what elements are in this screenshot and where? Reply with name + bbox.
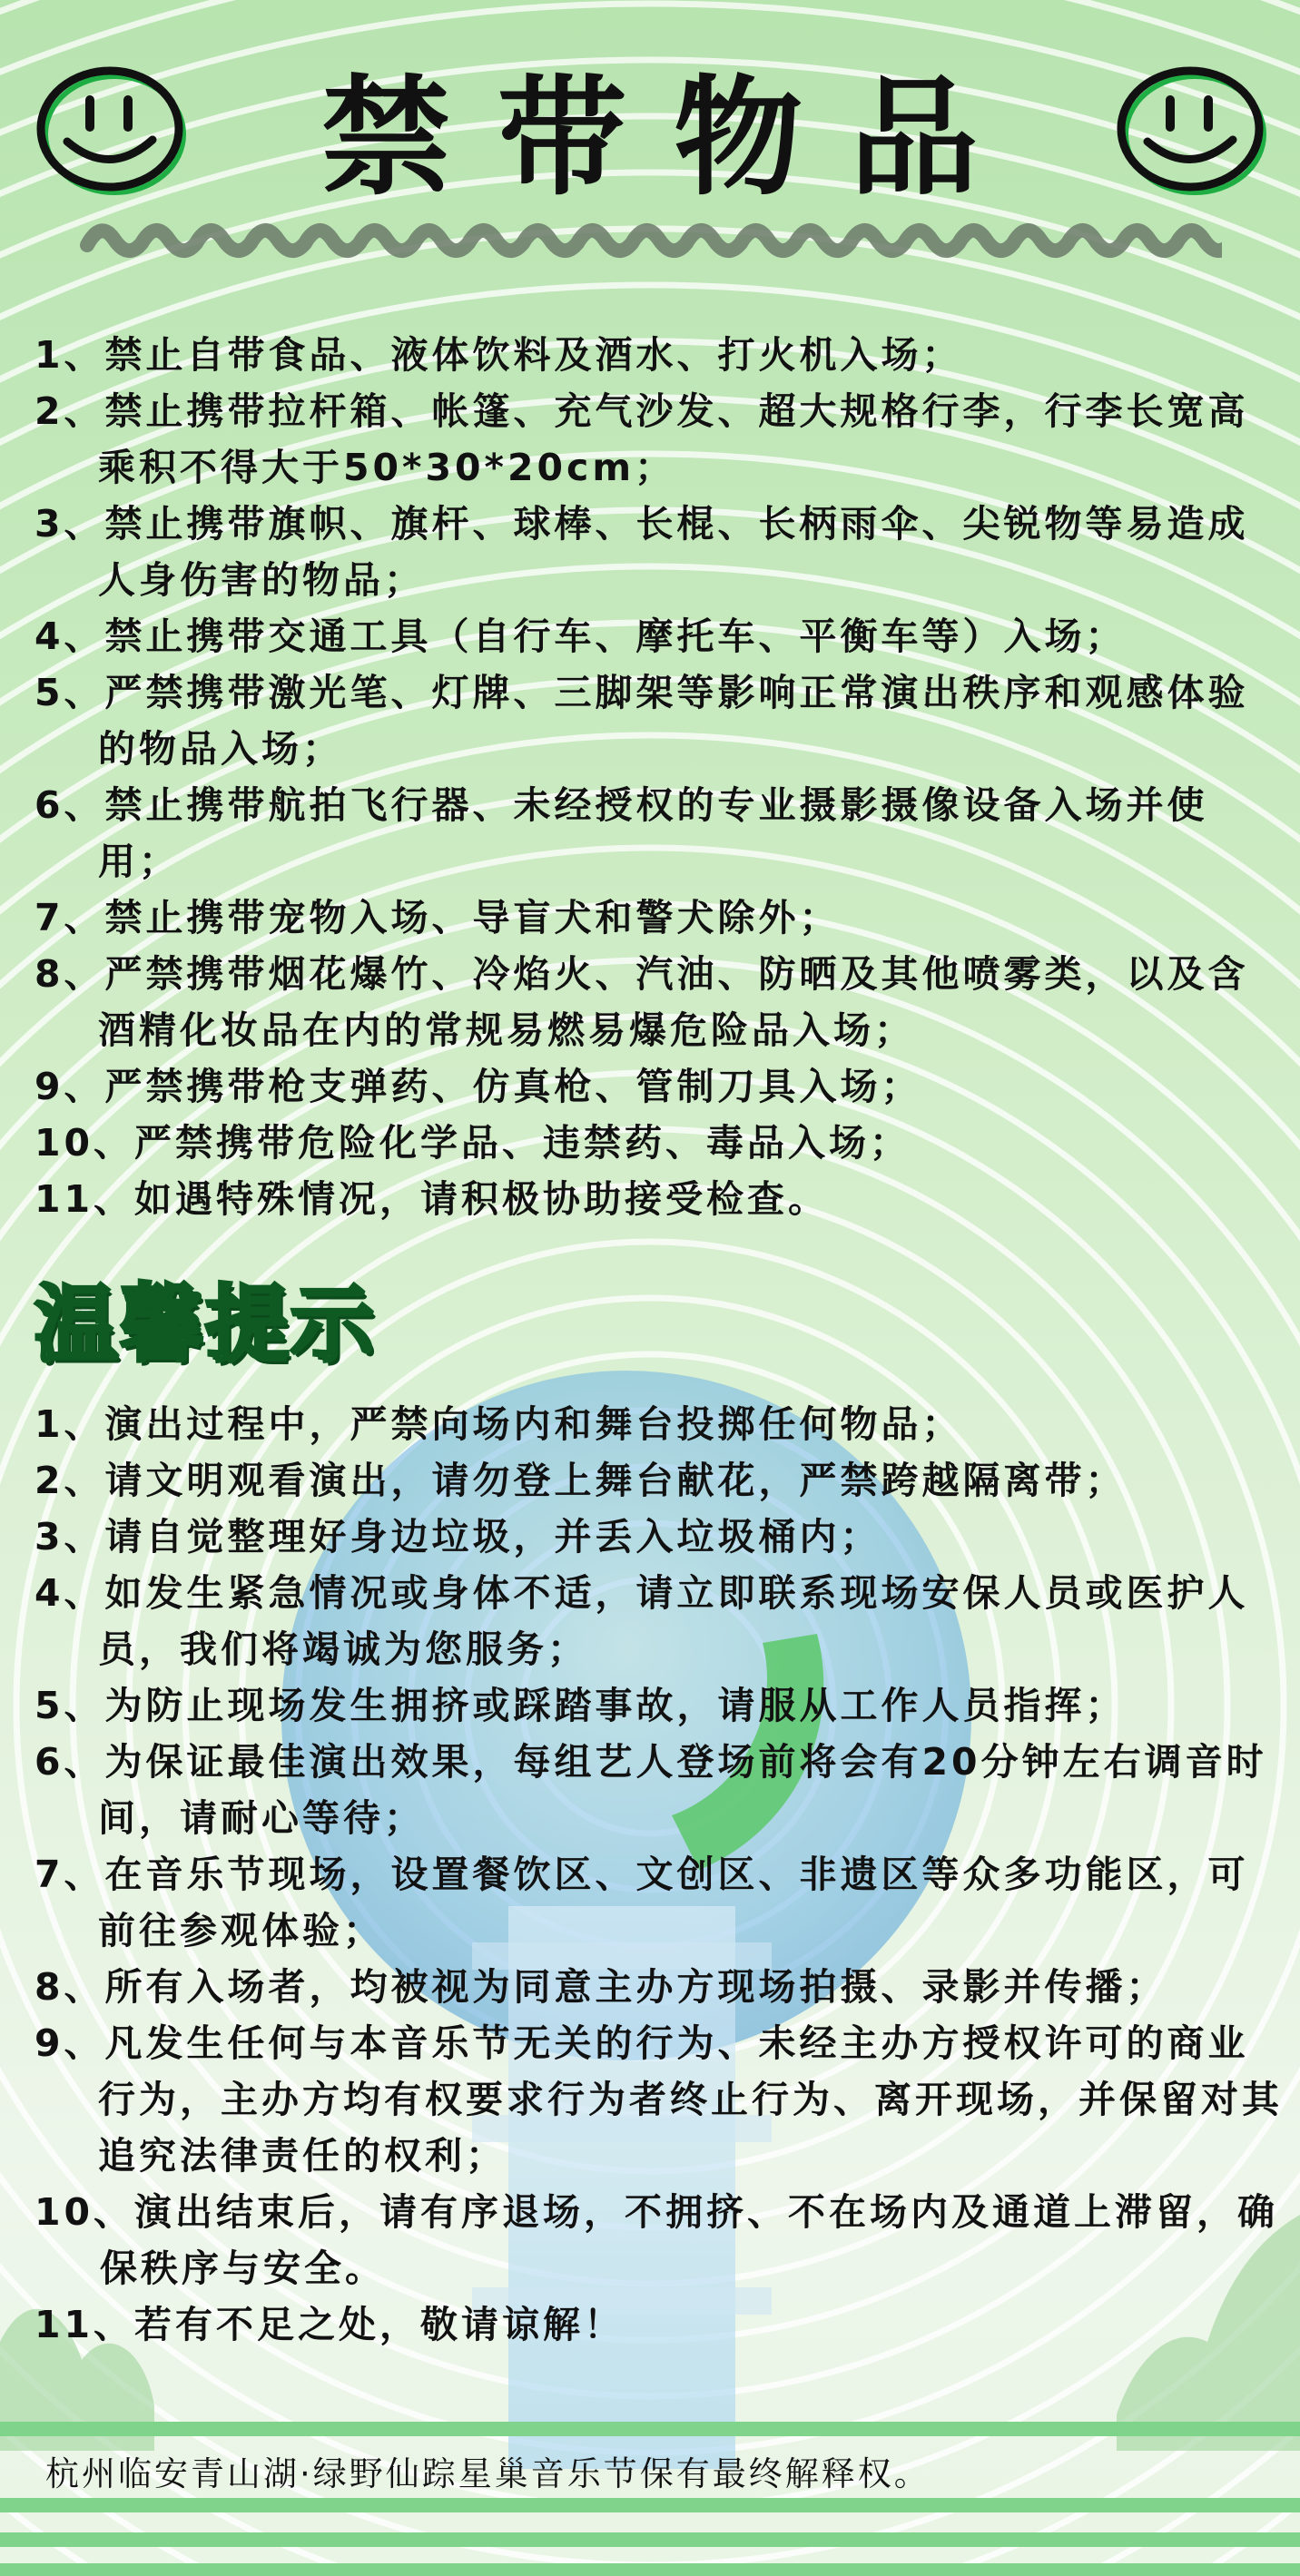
tips-list <box>34 1396 1287 2353</box>
list-item: 11、若有不足之处，敬请谅解！ <box>34 2303 625 2346</box>
list-item: 1、禁止自带食品、液体饮料及酒水、打火机入场； <box>34 333 963 377</box>
list-item: 9、凡发生任何与本音乐节无关的行为、未经主办方授权许可的商业行为，主办方均有权要求行为者终止行为、离开现场，并保留对其追究法律责任的权利； <box>34 2021 1283 2178</box>
list-item: 9、严禁携带枪支弹药、仿真枪、管制刀具入场； <box>34 1065 922 1108</box>
list-item: 1、演出过程中，严禁向场内和舞台投掷任何物品； <box>34 1402 963 1446</box>
list-item: 10、演出结束后，请有序退场，不拥挤、不在场内及通道上滞留，确保秩序与安全。 <box>34 2190 1279 2290</box>
list-item: 11、如遇特殊情况，请积极协助接受检查。 <box>34 1177 830 1221</box>
footer-stripe <box>0 2563 1300 2576</box>
page-title: 禁带物品 <box>321 64 1026 213</box>
list-item: 7、在音乐节现场，设置餐饮区、文创区、非遗区等众多功能区，可前往参观体验； <box>34 1853 1249 1952</box>
list-item: 8、严禁携带烟花爆竹、冷焰火、汽油、防晒及其他喷雾类，以及含酒精化妆品在内的常规易燃易爆危险品入场； <box>34 952 1249 1052</box>
tips-heading: 温馨提示 <box>34 1276 377 1373</box>
list-item: 4、禁止携带交通工具（自行车、摩托车、平衡车等）入场； <box>34 615 1127 658</box>
list-item: 2、禁止携带拉杆箱、帐篷、充气沙发、超大规格行李，行李长宽高乘积不得大于50*30*20cm； <box>34 389 1249 489</box>
list-item: 7、禁止携带宠物入场、导盲犬和警犬除外； <box>34 896 841 939</box>
list-item: 3、请自觉整理好身边垃圾，并丢入垃圾桶内； <box>34 1515 881 1558</box>
list-item: 2、请文明观看演出，请勿登上舞台献花，严禁跨越隔离带； <box>34 1459 1127 1502</box>
squiggle-divider <box>78 209 1222 272</box>
list-item: 8、所有入场者，均被视为同意主办方现场拍摄、录影并传播； <box>34 1965 1167 2009</box>
list-item: 3、禁止携带旗帜、旗杆、球棒、长棍、长柄雨伞、尖锐物等易造成人身伤害的物品； <box>34 502 1249 602</box>
list-item: 5、严禁携带激光笔、灯牌、三脚架等影响正常演出秩序和观感体验的物品入场； <box>34 671 1249 771</box>
footer-stripe <box>0 2422 1300 2436</box>
footer-stripe <box>0 2498 1300 2512</box>
footer-note: 杭州临安青山湖·绿野仙踪星巢音乐节保有最终解释权。 <box>45 2454 931 2493</box>
list-item: 6、禁止携带航拍飞行器、未经授权的专业摄影摄像设备入场并使用； <box>34 783 1208 883</box>
list-item: 10、严禁携带危险化学品、违禁药、毒品入场； <box>34 1121 911 1165</box>
smiley-icon <box>1113 60 1267 196</box>
list-item: 5、为防止现场发生拥挤或踩踏事故，请服从工作人员指挥； <box>34 1684 1127 1727</box>
prohibited-items-list <box>34 327 1287 1227</box>
list-item: 6、为保证最佳演出效果，每组艺人登场前将会有20分钟左右调音时间，请耐心等待； <box>34 1740 1267 1840</box>
list-item: 4、如发生紧急情况或身体不适，请立即联系现场安保人员或医护人员，我们将竭诚为您服务； <box>34 1571 1249 1671</box>
footer-stripe <box>0 2532 1300 2547</box>
header <box>0 36 1300 272</box>
